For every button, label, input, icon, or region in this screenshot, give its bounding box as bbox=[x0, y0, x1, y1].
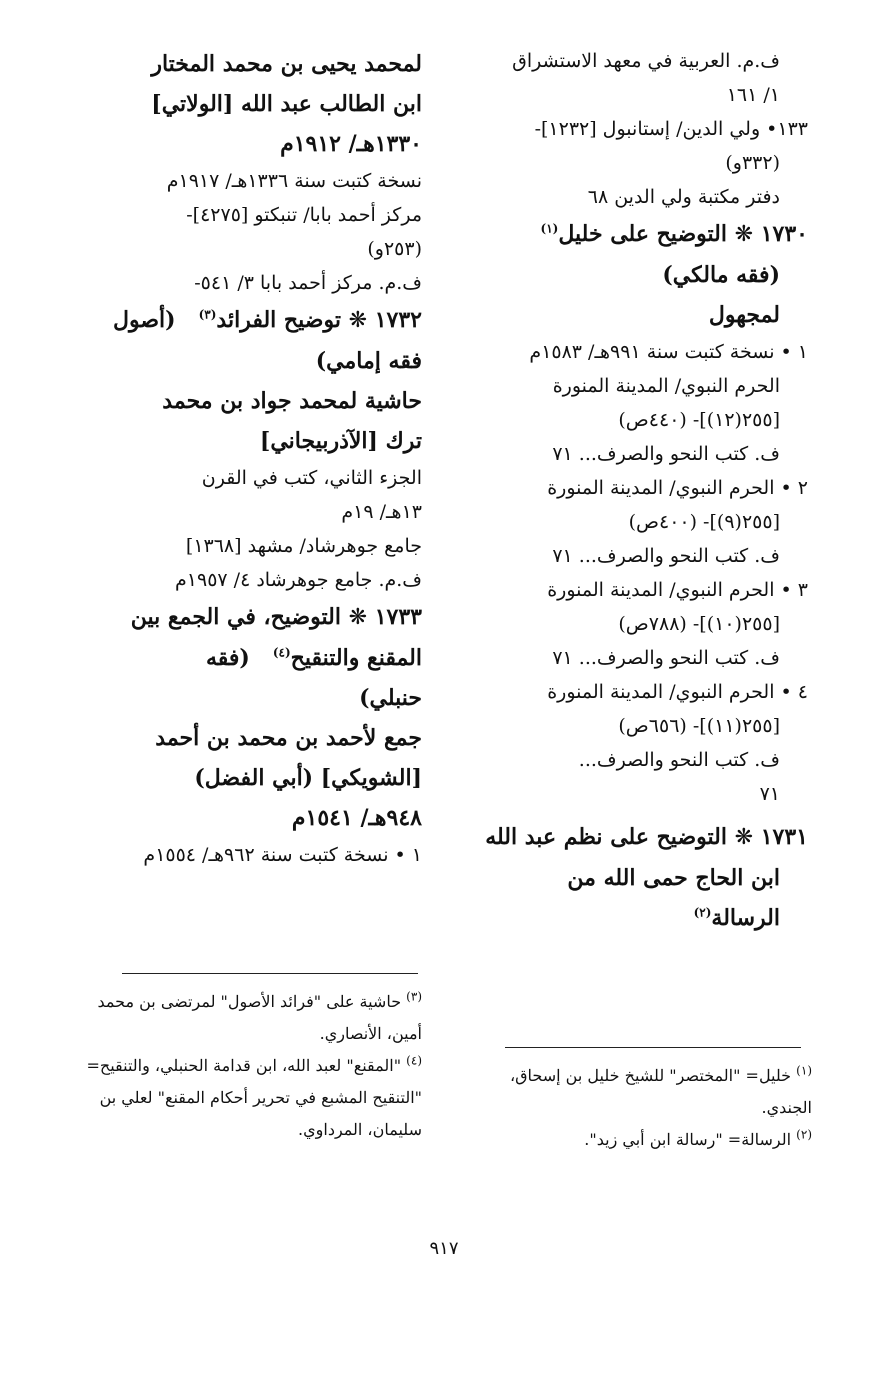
footnote-text: الرسالة= "رسالة ابن أبي زيد". bbox=[584, 1130, 792, 1149]
copy-line: [٢٥٥(١١)]- (٦٥٦ص) bbox=[618, 715, 780, 737]
entry-title: توضيح الفرائد bbox=[216, 307, 341, 333]
text-line: ١٣٣• ولي الدين/ إستانبول [١٢٣٢]- bbox=[534, 118, 808, 140]
entry-1731-heading bbox=[468, 817, 808, 858]
copy-line: [٢٥٥(١٠)]- (٧٨٨ص) bbox=[618, 613, 780, 635]
footnote-marker: (٢) bbox=[693, 905, 712, 920]
text-line: ١/ ١٦١ bbox=[726, 84, 780, 106]
copy-line: ف. كتب النحو والصرف... ٧١ bbox=[552, 647, 780, 669]
copy-line: ف. كتب النحو والصرف... ٧١ bbox=[552, 443, 780, 465]
footnote-line: الجندي. bbox=[761, 1098, 812, 1117]
entry-subject-line: حنبلي) bbox=[359, 685, 422, 711]
entry-1732-heading bbox=[82, 300, 422, 341]
footnote-marker: (٤) bbox=[272, 645, 291, 660]
footnote-line bbox=[462, 1060, 812, 1092]
entry-subject-line: فقه إمامي) bbox=[315, 348, 422, 374]
entry-1730-heading bbox=[468, 214, 808, 255]
left-column bbox=[82, 44, 422, 872]
entry-title-line bbox=[468, 898, 808, 938]
entry-title-text: المقنع والتنقيح bbox=[290, 645, 422, 671]
copy-line: ف. كتب النحو والصرف... bbox=[578, 749, 780, 771]
text-line: مركز أحمد بابا/ تنبكتو [٤٢٧٥]- bbox=[186, 204, 422, 226]
entry-author-line: لمحمد يحيى بن محمد المختار bbox=[151, 51, 422, 77]
footnote-marker: (٣) bbox=[406, 989, 422, 1004]
asterisk-icon: ❋ bbox=[734, 222, 754, 247]
footnote-marker: (٢) bbox=[796, 1127, 812, 1142]
copy-line: الحرم النبوي/ المدينة المنورة bbox=[552, 375, 780, 397]
entry-author-line: حاشية لمحمد جواد بن محمد bbox=[162, 388, 422, 414]
footnotes-right bbox=[462, 1060, 812, 1156]
entry-1733-heading bbox=[82, 597, 422, 638]
entry-author-line: ٩٤٨هـ/ ١٥٤١م bbox=[291, 805, 422, 831]
entry-title: التوضيح على نظم عبد الله bbox=[485, 824, 727, 850]
copy-line: ٢ • الحرم النبوي/ المدينة المنورة bbox=[547, 477, 808, 499]
page-number: ٩١٧ bbox=[429, 1238, 459, 1259]
copy-line: ١ • نسخة كتبت سنة ٩٦٢هـ/ ١٥٥٤م bbox=[143, 844, 422, 866]
entry-subject: (فقه bbox=[205, 645, 250, 671]
copy-line: ٣ • الحرم النبوي/ المدينة المنورة bbox=[547, 579, 808, 601]
entry-title-text: الرسالة bbox=[711, 905, 780, 931]
copy-line: [٢٥٥(٩)]- (٤٠٠ص) bbox=[628, 511, 780, 533]
entry-author-line: ترك [الآذربيجاني] bbox=[259, 428, 422, 454]
text-line: (٢٥٣و) bbox=[367, 238, 422, 260]
footnote-text: "المقنع" لعبد الله، ابن قدامة الحنبلي، والتنقيح= bbox=[86, 1056, 402, 1075]
text-line: (٣٣٢و) bbox=[725, 152, 780, 174]
entry-author-line: جمع لأحمد بن محمد بن أحمد bbox=[155, 725, 422, 751]
text-line: ف.م. جامع جوهرشاد ٤/ ١٩٥٧م bbox=[175, 569, 422, 591]
entry-subject: (أصول bbox=[113, 307, 176, 333]
footnote-line bbox=[72, 1050, 422, 1082]
footnote-line: سليمان، المرداوي. bbox=[298, 1120, 422, 1139]
text-line: دفتر مكتبة ولي الدين ٦٨ bbox=[587, 186, 780, 208]
footnote-marker: (١) bbox=[796, 1063, 812, 1078]
entry-number: ١٧٣٣ bbox=[374, 604, 422, 630]
text-line: جامع جوهرشاد/ مشهد [١٣٦٨] bbox=[185, 535, 422, 557]
entry-title: التوضيح، في الجمع بين bbox=[130, 604, 341, 630]
asterisk-icon: ❋ bbox=[348, 308, 368, 333]
entry-number: ١٧٣٠ bbox=[760, 221, 808, 247]
copy-line: ف. كتب النحو والصرف... ٧١ bbox=[552, 545, 780, 567]
entry-title-line: ابن الحاج حمى الله من bbox=[567, 865, 780, 891]
footnote-line bbox=[72, 986, 422, 1018]
entry-author-line: ١٣٣٠هـ/ ١٩١٢م bbox=[280, 131, 422, 157]
text-line: الجزء الثاني، كتب في القرن bbox=[201, 467, 422, 489]
entry-number: ١٧٣١ bbox=[760, 824, 808, 850]
footnote-line: "التنقيح المشبع في تحرير أحكام المقنع" لعلي بن bbox=[99, 1088, 422, 1107]
footnote-line bbox=[462, 1124, 812, 1156]
asterisk-icon: ❋ bbox=[734, 825, 754, 850]
entry-author-line: ابن الطالب عبد الله [الولاتي] bbox=[151, 91, 422, 117]
footnote-text: حاشية على "فرائد الأصول" لمرتضى بن محمد bbox=[97, 992, 402, 1011]
footnote-text: خليل= "المختصر" للشيخ خليل بن إسحاق، bbox=[509, 1066, 792, 1085]
text-line: ف.م. العربية في معهد الاستشراق bbox=[512, 50, 780, 72]
entry-author: لمجهول bbox=[708, 302, 780, 328]
right-column bbox=[468, 44, 808, 938]
asterisk-icon: ❋ bbox=[348, 605, 368, 630]
text-line: ف.م. مركز أحمد بابا ٣/ ٥٤١- bbox=[194, 272, 422, 294]
entry-author-line: [الشويكي] (أبي الفضل) bbox=[194, 765, 422, 791]
text-line: ١٣هـ/ ١٩م bbox=[341, 501, 422, 523]
copy-line: [٢٥٥(١٢)]- (٤٤٠ص) bbox=[618, 409, 780, 431]
footnote-marker: (١) bbox=[540, 221, 559, 236]
footnotes-left bbox=[72, 986, 422, 1146]
entry-title: التوضيح على خليل bbox=[558, 221, 727, 247]
footnote-divider bbox=[122, 973, 418, 974]
footnote-marker: (٣) bbox=[198, 307, 217, 322]
footnote-divider bbox=[505, 1047, 801, 1048]
copy-line: ١ • نسخة كتبت سنة ٩٩١هـ/ ١٥٨٣م bbox=[529, 341, 808, 363]
footnote-marker: (٤) bbox=[406, 1053, 422, 1068]
copy-line: ٤ • الحرم النبوي/ المدينة المنورة bbox=[547, 681, 808, 703]
entry-number: ١٧٣٢ bbox=[374, 307, 422, 333]
copy-line: ٧١ bbox=[759, 783, 780, 805]
entry-subject: (فقه مالكي) bbox=[662, 262, 780, 288]
text-line: نسخة كتبت سنة ١٣٣٦هـ/ ١٩١٧م bbox=[166, 170, 422, 192]
entry-title-line bbox=[82, 638, 422, 678]
footnote-line: أمين، الأنصاري. bbox=[319, 1024, 422, 1043]
